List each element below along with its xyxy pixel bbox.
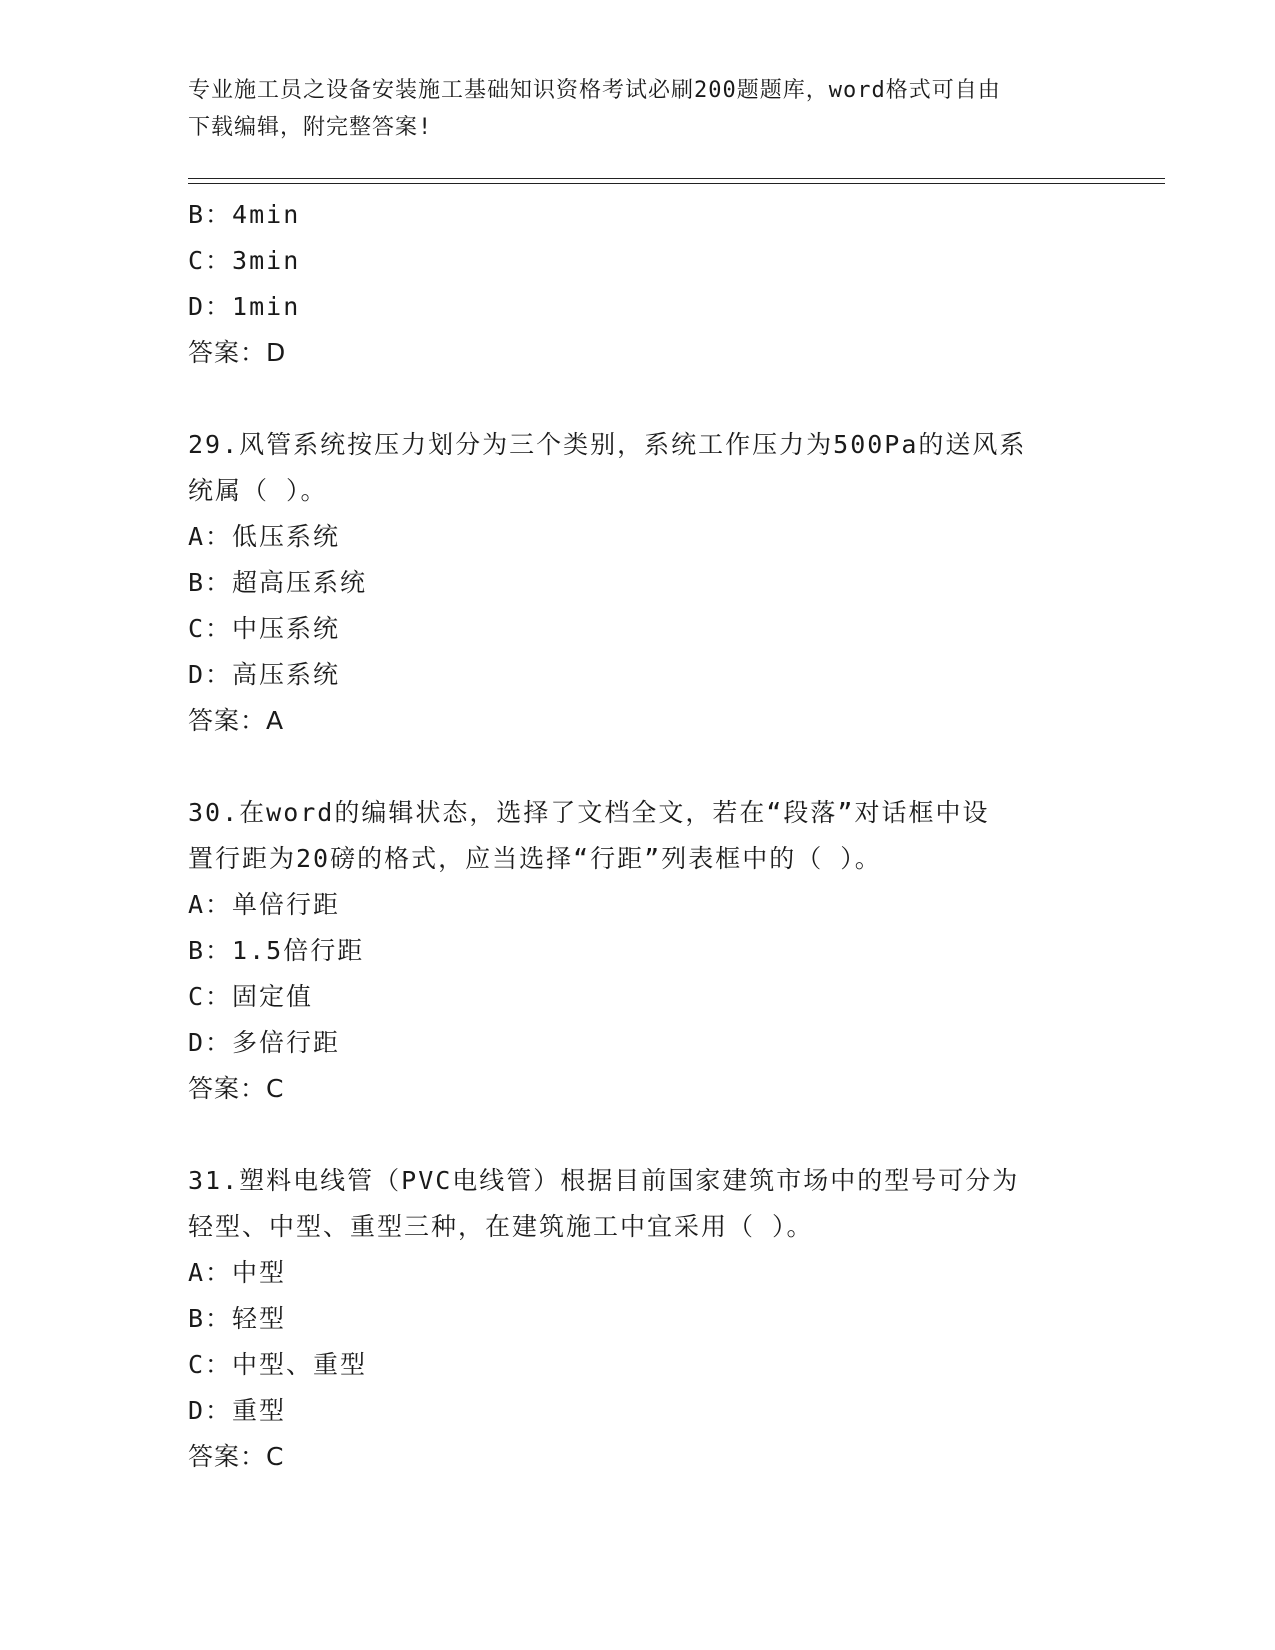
question-stem-line-2: 轻型、中型、重型三种，在建筑施工中宜采用（ ）。 (188, 1212, 814, 1241)
block-spacer (188, 744, 1088, 790)
option-b: B：4min (188, 200, 301, 229)
option-b: B：超高压系统 (188, 568, 368, 597)
question-stem-line-1: 29.风管系统按压力划分为三个类别，系统工作压力为500Pa的送风系 (188, 430, 1027, 459)
option-d: D：多倍行距 (188, 1028, 341, 1057)
option-d: D：1min (188, 292, 301, 321)
option-c: C：中型、重型 (188, 1350, 368, 1379)
document-header (188, 72, 1088, 146)
question-stem-line-1: 31.塑料电线管（PVC电线管）根据目前国家建筑市场中的型号可分为 (188, 1166, 1020, 1195)
option-b: B：1.5倍行距 (188, 936, 365, 965)
option-c: C：3min (188, 246, 301, 275)
header-divider-bottom (188, 183, 1165, 184)
option-a: A：低压系统 (188, 522, 341, 551)
question-29 (188, 422, 1088, 744)
answer-line: 答案：D (188, 338, 287, 367)
document-body (188, 192, 1088, 1480)
option-a: A：单倍行距 (188, 890, 341, 919)
header-divider-top (188, 178, 1165, 179)
option-c: C：固定值 (188, 982, 314, 1011)
answer-line: 答案：A (188, 706, 285, 735)
block-spacer (188, 376, 1088, 422)
answer-line: 答案：C (188, 1442, 285, 1471)
question-stem-line-2: 置行距为20磅的格式，应当选择“行距”列表框中的（ ）。 (188, 844, 882, 873)
option-d: D：高压系统 (188, 660, 341, 689)
previous-question-block (188, 192, 1088, 376)
option-b: B：轻型 (188, 1304, 287, 1333)
option-c: C：中压系统 (188, 614, 341, 643)
question-30 (188, 790, 1088, 1112)
block-spacer (188, 1112, 1088, 1158)
option-d: D：重型 (188, 1396, 287, 1425)
question-stem-line-1: 30.在word的编辑状态，选择了文档全文，若在“段落”对话框中设 (188, 798, 990, 827)
header-line-1: 专业施工员之设备安装施工基础知识资格考试必刷200题题库，word格式可自由 (188, 78, 1001, 103)
answer-line: 答案：C (188, 1074, 285, 1103)
option-a: A：中型 (188, 1258, 287, 1287)
header-line-2: 下载编辑，附完整答案! (188, 115, 433, 140)
question-stem-line-2: 统属（ ）。 (188, 476, 328, 505)
question-31 (188, 1158, 1088, 1480)
